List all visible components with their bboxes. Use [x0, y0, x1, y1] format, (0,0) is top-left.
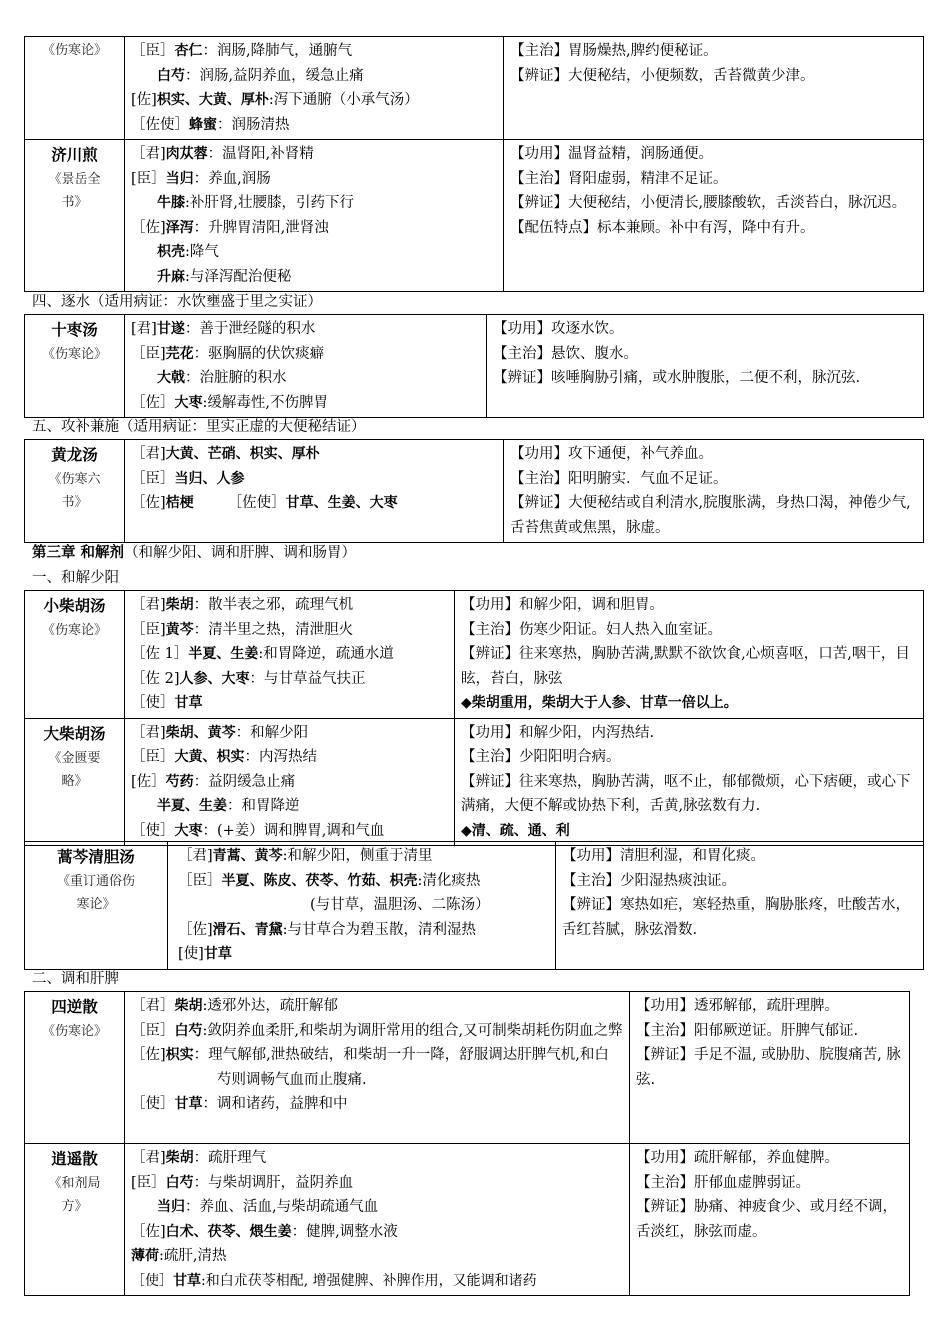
herb-line: ［使］甘草:和白朮茯苓相配, 增强健脾、补脾作用，又能调和诸药 — [131, 1272, 537, 1289]
herb-line: ［佐］大枣:缓解毒性,不伤脾胃 — [131, 394, 328, 411]
section-heading: 二、调和肝脾 — [32, 971, 119, 987]
herb-line: 升麻:与泽泻配治便秘 — [157, 268, 292, 285]
herb-line: [佐］芍药：益阴缓急止痛 — [131, 773, 296, 790]
indication-text: 【主治】肾阳虚弱，精津不足证。 — [510, 170, 728, 187]
composition-cell — [125, 1144, 630, 1296]
herb-line: [臣］白芍：与柴胡调肝，益阴养血 — [131, 1174, 354, 1191]
formula-source: 《重订通俗伤寒论》 — [56, 874, 135, 912]
efficacy-cell — [504, 440, 924, 543]
indication-text: 【主治】阳郁厥逆证。肝脾气郁证. — [636, 1022, 859, 1039]
herb-line: 大戟：治脏腑的积水 — [157, 370, 287, 386]
formula-row — [25, 440, 924, 543]
indication-text: 【主治】少阳阳明合病。 — [461, 749, 621, 765]
formula-name-cell — [25, 842, 168, 970]
differentiation-text: 【辨证】大便秘结或自利清水,脘腹胀满，身热口渴，神倦少气,舌苔焦黄或焦黑，脉虚。 — [510, 495, 911, 536]
indication-text: 【主治】悬饮、腹水。 — [493, 345, 638, 362]
herb-line: 当归：养血、活血,与柴胡疏通气血 — [157, 1199, 379, 1215]
formula-row — [25, 1144, 910, 1296]
herb-line: ［佐]滑石、青黛:与甘草合为碧玉散，清利湿热 — [178, 921, 477, 938]
formula-source: 《伤寒六书》 — [48, 472, 101, 510]
formula-name-cell — [25, 992, 125, 1144]
herb-line: ［臣］当归、人参 — [131, 470, 245, 487]
formula-name: 黄龙汤 — [51, 446, 98, 464]
differentiation-text: 【辨证】胁痛、神疲食少、或月经不调，舌淡红，脉弦而虚。 — [636, 1199, 897, 1240]
function-text: 【功用】清胆利湿，和胃化痰。 — [562, 848, 765, 864]
composition-cell — [125, 591, 455, 719]
herb-line: ［佐使］蜂蜜：润肠清热 — [131, 116, 290, 133]
composition-cell — [125, 315, 487, 418]
differentiation-text: 【辨证】往来寒热，胸胁苦满，呕不止，郁郁微烦，心下痞硬，或心下满痛，大便不解或协热下利，舌黄,脉弦数有力. — [461, 773, 911, 814]
indication-text: 【主治】伤寒少阳证。妇人热入血室证。 — [461, 621, 722, 638]
herb-line: [佐]枳实、大黄、厚朴:泻下通腑（小承气汤） — [131, 92, 419, 108]
differentiation-text: 【辨证】大便秘结，小便频数，舌苔微黄少津。 — [510, 67, 815, 84]
efficacy-cell — [630, 1144, 910, 1296]
formula-table-shizao — [24, 314, 924, 418]
chapter-heading — [32, 543, 356, 563]
herb-line: ［使］甘草：调和诸药，益脾和中 — [131, 1096, 348, 1112]
section-heading: 四、逐水（适用病证：水饮壅盛于里之实证） — [32, 294, 322, 310]
formula-table-ganpi — [24, 991, 910, 1296]
herb-line: [臣］当归：养血,润肠 — [131, 170, 271, 187]
formula-name: 逍遥散 — [51, 1150, 98, 1168]
herb-line: [使]甘草 — [178, 946, 232, 962]
formula-name: 小柴胡汤 — [43, 597, 106, 615]
indication-text: 【主治】少阳湿热痰浊证。 — [562, 872, 736, 889]
formula-name: 十枣汤 — [51, 321, 98, 339]
composition-cell — [125, 440, 504, 543]
formula-table-laxative — [24, 36, 924, 292]
herb-line: ［使］大枣：(+姜）调和脾胃,调和气血 — [131, 822, 385, 839]
herb-line: ［佐]泽泻：升脾胃清阳,泄肾浊 — [131, 219, 329, 236]
formula-name-cell — [25, 37, 125, 140]
formula-source: 《伤寒论》 — [41, 43, 107, 58]
herb-line: ［君]柴胡、黄芩：和解少阳 — [131, 724, 309, 741]
chapter-subtitle: （和解少阳、调和肝脾、调和肠胃） — [124, 545, 357, 561]
herb-line: ［佐]枳实：理气解郁,泄热破结，和柴胡一升一降，舒服调达肝脾气机,和白芍则调畅气血而止腹痛. — [131, 1047, 609, 1088]
compatibility-text: 【配伍特点】标本兼顾。补中有泻，降中有升。 — [510, 219, 815, 236]
efficacy-cell — [487, 315, 924, 418]
herb-line: 牛膝:补肝肾,壮腰膝，引药下行 — [157, 195, 354, 211]
herb-line: ［佐]桔梗 ［佐使］甘草、生姜、大枣 — [131, 495, 398, 511]
formula-name-cell — [25, 1144, 125, 1296]
indication-text: 【主治】阳明腑实．气血不足证。 — [510, 470, 728, 487]
herb-line: ［臣］杏仁：润肠,降肺气，通腑气 — [131, 43, 353, 59]
formula-name: 蒿芩清胆汤 — [57, 848, 135, 866]
herb-line: 薄荷:疏肝,清热 — [131, 1248, 227, 1264]
formula-source: 《景岳全书》 — [48, 172, 101, 210]
herb-line: ［臣］大黄、枳实：内泻热结 — [131, 749, 317, 765]
herb-line: ［使］甘草 — [131, 695, 203, 711]
composition-cell — [168, 842, 556, 970]
composition-cell — [125, 992, 630, 1144]
herb-line: ［君]肉苁蓉：温肾阳,补肾精 — [131, 146, 314, 162]
function-text: 【功用】和解少阳，调和胆胃。 — [461, 597, 664, 613]
differentiation-text: 【辨证】往来寒热，胸胁苦满,默默不欲饮食,心烦喜呕，口苦,咽干，目眩，苔白，脉弦 — [461, 646, 910, 687]
herb-note: (与甘草，温胆汤、二陈汤） — [310, 897, 490, 913]
formula-table-haoqin — [24, 841, 924, 970]
indication-text: 【主治】肝郁血虚脾弱证。 — [636, 1174, 810, 1191]
formula-row — [25, 140, 924, 292]
section-heading: 一、和解少阳 — [32, 570, 119, 586]
function-text: 【功用】攻逐水饮。 — [493, 321, 624, 337]
function-text: 【功用】温肾益精，润肠通便。 — [510, 146, 713, 162]
formula-row — [25, 718, 924, 846]
formula-name-cell — [25, 718, 125, 846]
herb-line: ［佐 1］半夏、生姜:和胃降逆，疏通水道 — [131, 646, 394, 662]
formula-name-cell — [25, 140, 125, 292]
herb-line: [君]甘遂：善于泄经隧的积水 — [131, 321, 316, 337]
formula-name: 济川煎 — [51, 146, 98, 164]
formula-name-cell — [25, 591, 125, 719]
formula-name: 大柴胡汤 — [43, 724, 106, 743]
formula-name-cell — [25, 315, 125, 418]
herb-line: ［臣］半夏、陈皮、茯苓、竹茹、枳壳:清化痰热 — [178, 872, 481, 889]
herb-line: ［臣］白芍:敛阴养血柔肝,和柴胡为调肝常用的组合,又可制柴胡耗伤阴血之弊 — [131, 1022, 623, 1039]
composition-cell — [125, 37, 504, 140]
function-text: 【功用】攻下通便，补气养血。 — [510, 446, 713, 462]
formula-row — [25, 37, 924, 140]
function-text: 【功用】透邪解郁，疏肝理脾。 — [636, 998, 839, 1014]
formula-row — [25, 842, 924, 970]
function-text: 【功用】疏肝解郁，养血健脾。 — [636, 1150, 839, 1166]
differentiation-text: 【辨证】寒热如疟，寒轻热重，胸胁胀疼，吐酸苦水，舌红苔腻，脉弦滑数. — [562, 897, 910, 938]
efficacy-cell — [504, 140, 924, 292]
formula-table-chaihu — [24, 590, 924, 846]
formula-table-huanglong — [24, 439, 924, 543]
function-text: 【功用】和解少阳，内泻热结. — [461, 724, 655, 741]
herb-line: ［佐]白术、茯苓、煨生姜：健脾,调整水液 — [131, 1223, 398, 1240]
herb-line: ［佐 2]人参、大枣：与甘草益气扶正 — [131, 670, 366, 687]
differentiation-text: 【辨证】大便秘结，小便清长,腰膝酸软，舌淡苔白，脉沉迟。 — [510, 195, 907, 211]
chapter-title: 第三章 和解剂 — [32, 545, 125, 561]
composition-cell — [125, 718, 455, 846]
formula-name-cell — [25, 440, 125, 543]
formula-source: 《伤寒论》 — [41, 347, 107, 362]
herb-line: ［君]大黄、芒硝、枳实、厚朴 — [131, 446, 320, 462]
herb-line: ［君]柴胡：散半表之邪，疏理气机 — [131, 597, 354, 613]
efficacy-cell — [455, 591, 924, 719]
herb-line: 半夏、生姜：和胃降逆 — [157, 798, 300, 814]
herb-line: ［臣]芫花：驱胸膈的伏饮痰癖 — [131, 345, 325, 362]
formula-row — [25, 591, 924, 719]
formula-source: 《和剂局方》 — [48, 1176, 101, 1214]
section-heading: 五、攻补兼施（适用病证：里实正虚的大便秘结证） — [32, 419, 366, 435]
efficacy-cell — [556, 842, 924, 970]
key-point-text: ◆清、疏、通、利 — [461, 822, 570, 839]
formula-row — [25, 315, 924, 418]
herb-line: ［君］柴胡:透邪外达，疏肝解郁 — [131, 998, 338, 1014]
herb-line: 枳壳:降气 — [157, 244, 219, 260]
formula-row — [25, 992, 910, 1144]
key-point-text: ◆柴胡重用，柴胡大于人参、甘草一倍以上。 — [461, 695, 738, 711]
herb-line: ［臣]黄芩：清半里之热，清泄胆火 — [131, 621, 354, 638]
herb-line: ［君]柴胡：疏肝理气 — [131, 1150, 267, 1166]
efficacy-cell — [630, 992, 910, 1144]
differentiation-text: 【辨证】咳唾胸胁引痛，或水肿腹胀，二便不利，脉沉弦. — [493, 370, 861, 386]
efficacy-cell — [455, 718, 924, 846]
composition-cell — [125, 140, 504, 292]
formula-source: 《伤寒论》 — [41, 1024, 107, 1039]
efficacy-cell — [504, 37, 924, 140]
formula-name: 四逆散 — [51, 998, 98, 1016]
indication-text: 【主治】胃肠燥热,脾约便秘证。 — [510, 43, 718, 59]
formula-source: 《金匮要略》 — [48, 750, 101, 789]
herb-line: ［君]青蒿、黄芩:和解少阳，侧重于清里 — [178, 848, 433, 864]
formula-source: 《伤寒论》 — [41, 623, 107, 638]
differentiation-text: 【辨证】手足不温, 或胁肋、脘腹痛苦, 脉弦. — [636, 1047, 901, 1088]
herb-line: 白芍：润肠,益阴养血，缓急止痛 — [157, 67, 364, 84]
